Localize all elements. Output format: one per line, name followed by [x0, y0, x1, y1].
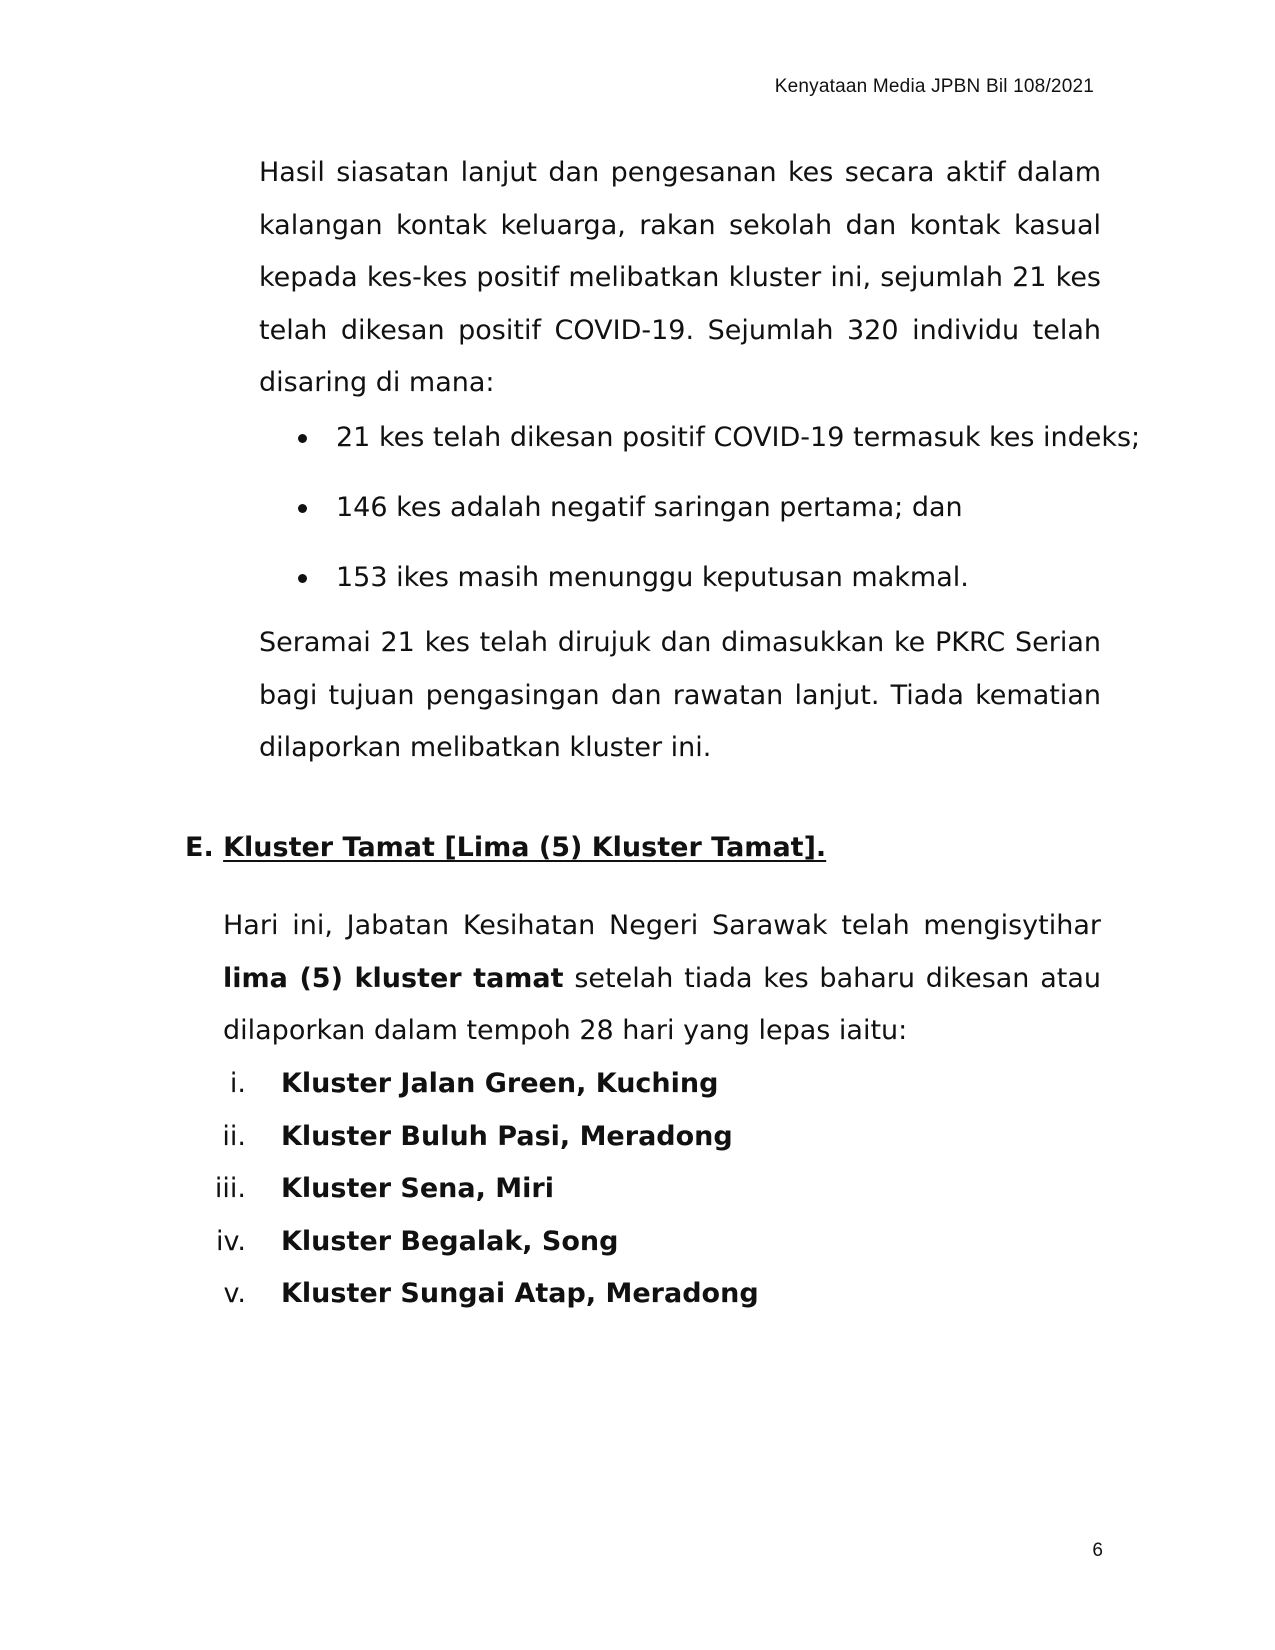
- cluster-number: i.: [229, 1068, 246, 1099]
- cluster-item: [200, 1111, 733, 1164]
- bullet-icon: [298, 504, 307, 513]
- bullet-icon: [298, 434, 307, 443]
- page-number: 6: [1092, 1540, 1103, 1561]
- ended-clusters-list: [200, 1058, 759, 1321]
- cluster-item: [200, 1216, 619, 1269]
- intro-start: Hari ini, Jabatan Kesihatan Negeri Sarawak telah mengisytihar: [223, 910, 1101, 941]
- list-item: [295, 552, 1140, 622]
- cluster-name: Kluster Sungai Atap, Meradong: [281, 1278, 759, 1309]
- cluster-number: iii.: [214, 1173, 246, 1204]
- document-header: Kenyataan Media JPBN Bil 108/2021: [774, 76, 1094, 97]
- cluster-name: Kluster Begalak, Song: [281, 1225, 619, 1257]
- list-item: [295, 482, 1140, 552]
- bullet-icon: [298, 574, 307, 583]
- paragraph-referral: Seramai 21 kes telah dirujuk dan dimasukkan ke PKRC Serian bagi tujuan pengasingan dan rawatan lanjut. Tiada kematian dilaporkan melibatkan kluster ini.: [259, 627, 1101, 763]
- cluster-item: [200, 1058, 719, 1111]
- cluster-number: v.: [223, 1278, 246, 1309]
- intro-end: setelah tiada kes baharu dikesan atau dilaporkan dalam tempoh 28 hari yang lepas iaitu:: [223, 962, 1101, 1046]
- section-letter: E.: [185, 832, 214, 863]
- cluster-name: Kluster Sena, Miri: [281, 1173, 554, 1204]
- cluster-name: Kluster Jalan Green, Kuching: [281, 1068, 719, 1099]
- screening-results-list: [295, 412, 1140, 622]
- section-heading: [185, 832, 826, 863]
- cluster-number: ii.: [222, 1120, 246, 1152]
- cluster-item: [200, 1163, 554, 1216]
- list-item-text: 153 ikes masih menunggu keputusan makmal.: [336, 562, 969, 593]
- list-item-text: 146 kes adalah negatif saringan pertama; dan: [336, 492, 963, 523]
- cluster-name: Kluster Buluh Pasi, Meradong: [281, 1120, 733, 1152]
- cluster-number: iv.: [216, 1225, 246, 1257]
- intro-bold: lima (5) kluster tamat: [223, 962, 564, 994]
- paragraph-cluster-ended: [223, 900, 1101, 1058]
- section-title: Kluster Tamat [Lima (5) Kluster Tamat].: [223, 832, 827, 863]
- cluster-item: [200, 1268, 759, 1321]
- list-item-text: 21 kes telah dikesan positif COVID-19 termasuk kes indeks;: [336, 422, 1141, 453]
- paragraph-investigation: Hasil siasatan lanjut dan pengesanan kes secara aktif dalam kalangan kontak keluarga, rakan sekolah dan kontak kasual kepada kes-kes positif melibatkan kluster ini, sejumlah 21 kes telah dikesan positif COVID-19. Sejumlah 320 individu telah disaring di mana:: [259, 157, 1101, 398]
- list-item: [295, 412, 1140, 482]
